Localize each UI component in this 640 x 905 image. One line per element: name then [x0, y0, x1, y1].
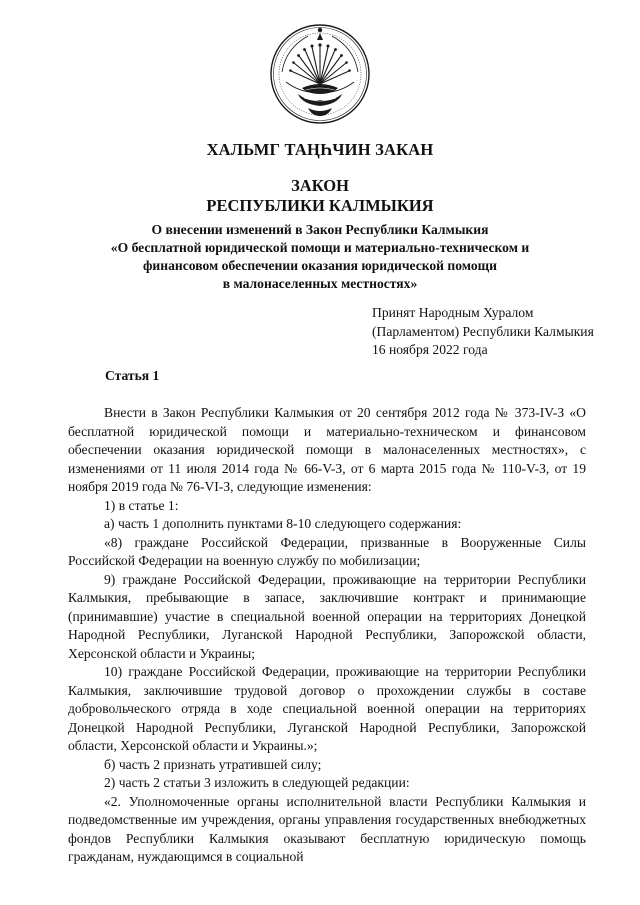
- subtitle-line: «О бесплатной юридической помощи и материально-техническом и: [110, 240, 530, 255]
- paragraph: «8) граждане Российской Федерации, призванные в Вооруженные Силы Российской Федерации на военную службу по мобилизации;: [68, 534, 586, 568]
- kalmyk-title: ХАЛЬМГ ТАҢҺЧИН ЗАКАН: [206, 140, 434, 159]
- coat-of-arms-emblem: [268, 22, 372, 126]
- paragraph: 9) граждане Российской Федерации, проживающие на территории Республики Калмыкия, пребывающие в запасе, заключившие контракт и принимающие (принимавшие) участие в специальной военной операции на территориях Донецкой Народной Республики, Луганской Народной Республики, Запорожской области, Херсонской области и Украины;: [68, 571, 586, 661]
- adoption-note: [372, 304, 594, 360]
- law-title-line: РЕСПУБЛИКИ КАЛМЫКИЯ: [206, 196, 434, 215]
- article-heading: Статья 1: [105, 368, 160, 383]
- paragraph: 1) в статье 1:: [104, 497, 179, 513]
- adoption-line: 16 ноября 2022 года: [372, 342, 488, 357]
- subtitle-line: в малонаселенных местностях»: [222, 276, 418, 291]
- article-body: [68, 404, 586, 867]
- paragraph: 2) часть 2 статьи 3 изложить в следующей редакции:: [104, 775, 410, 790]
- paragraph: Внести в Закон Республики Калмыкия от 20 сентября 2012 года № 373-IV-З «О бесплатной юридической помощи и материально-техническом и финансовом обеспечении оказания юридической помощи в малонаселенных местностях», с изменениями от 11 июля 2014 года № 66-V-З, от 6 марта 2015 года № 110-V-З, от 19 ноября 2019 года № 76-VI-З, следующие изменения:: [68, 405, 586, 494]
- law-subtitle: [0, 221, 640, 293]
- law-title-line: ЗАКОН: [291, 176, 349, 195]
- paragraph: 10) граждане Российской Федерации, проживающие на территории Республики Калмыкия, заключившие трудовой договор о прохождении службы в составе добровольческого отряда в ходе специальной военной операции на территориях Донецкой Народной Республики, Луганской Народной Республики, Запорожской области, Херсонской области и Украины.»;: [68, 664, 586, 753]
- subtitle-line: О внесении изменений в Закон Республики Калмыкия: [151, 222, 489, 237]
- paragraph: б) часть 2 признать утратившей силу;: [104, 756, 322, 772]
- subtitle-line: финансовом обеспечении оказания юридической помощи: [143, 258, 497, 273]
- adoption-line: (Парламентом) Республики Калмыкия: [372, 323, 594, 339]
- paragraph: «2. Уполномоченные органы исполнительной власти Республики Калмыкия и подведомственные им учреждения, органы управления государственных внебюджетных фондов Республики Калмыкия оказывают бесплатную юридическую помощь гражданам, нуждающимся в социальной: [68, 793, 586, 864]
- adoption-line: Принят Народным Хуралом: [372, 305, 534, 320]
- paragraph: а) часть 1 дополнить пунктами 8-10 следующего содержания:: [104, 516, 462, 531]
- law-title: [0, 176, 640, 216]
